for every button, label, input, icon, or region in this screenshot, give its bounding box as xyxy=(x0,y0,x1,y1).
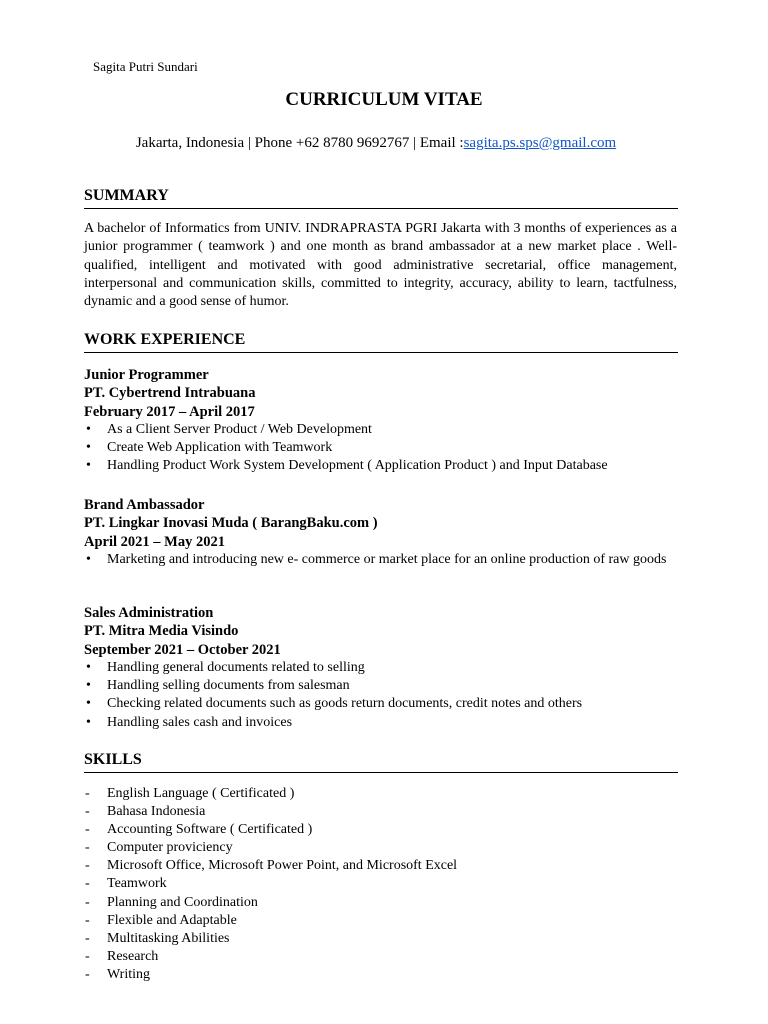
contact-line xyxy=(0,135,752,152)
summary-text: A bachelor of Informatics from UNIV. INDRAPRASTA PGRI Jakarta with 3 months of experiences as a junior programmer ( teamwork ) and one month as brand ambassador at a new market place . Well-qualified, intelligent and motivated with good administrative secretarial, office management, interpersonal and communication skills, committed to integrity, accuracy, ability to learn, tactfulness, dynamic and a good sense of humor. xyxy=(84,221,677,310)
duty-text: Marketing and introducing new e- commerce or market place for an online production of raw goods xyxy=(107,551,667,567)
skills-heading: SKILLS xyxy=(84,751,678,773)
job-entry-2 xyxy=(84,496,678,569)
skill-text: English Language ( Certificated ) xyxy=(107,786,295,801)
bullet-icon: • xyxy=(86,458,91,474)
dash-icon: - xyxy=(85,786,90,801)
dash-icon: - xyxy=(85,930,90,946)
dash-icon: - xyxy=(85,966,90,982)
skill-item xyxy=(84,930,678,948)
duty-item xyxy=(84,439,678,457)
job-entry-3 xyxy=(84,604,678,732)
skill-text: Bahasa Indonesia xyxy=(107,804,206,820)
skill-text: Computer proviciency xyxy=(107,840,233,856)
skill-item xyxy=(84,857,678,875)
duty-text: Create Web Application with Teamwork xyxy=(107,440,333,456)
skill-item xyxy=(84,803,678,821)
skill-text: Research xyxy=(107,948,159,964)
dash-icon: - xyxy=(85,822,90,838)
skill-item xyxy=(84,894,678,912)
bullet-icon: • xyxy=(86,421,91,437)
duty-item xyxy=(84,457,678,475)
bullet-icon: • xyxy=(86,678,91,694)
duty-item xyxy=(84,714,678,732)
dash-icon: - xyxy=(85,948,90,964)
bullet-icon: • xyxy=(86,659,91,675)
email-link[interactable]: sagita.ps.sps@gmail.com xyxy=(463,135,617,151)
skill-item xyxy=(84,948,678,966)
job-position: Sales Administration xyxy=(84,605,214,621)
skill-item xyxy=(84,875,678,893)
dash-icon: - xyxy=(85,858,90,874)
skill-item xyxy=(84,966,678,984)
dash-icon: - xyxy=(85,894,90,910)
job-position: Brand Ambassador xyxy=(84,497,205,513)
bullet-icon: • xyxy=(86,696,91,712)
duty-item xyxy=(84,551,678,569)
header-name: Sagita Putri Sundari xyxy=(93,59,198,74)
skill-item xyxy=(84,821,678,839)
job-position: Junior Programmer xyxy=(84,367,209,383)
skill-text: Flexible and Adaptable xyxy=(107,912,237,928)
job-company: PT. Cybertrend Intrabuana xyxy=(84,385,256,402)
skill-text: Teamwork xyxy=(107,876,167,892)
skill-text: Multitasking Abilities xyxy=(107,930,230,946)
skill-item xyxy=(84,912,678,930)
duty-item xyxy=(84,659,678,677)
skill-item xyxy=(84,785,678,803)
skill-text: Accounting Software ( Certificated ) xyxy=(107,822,313,838)
duty-item xyxy=(84,677,678,695)
dash-icon: - xyxy=(85,876,90,892)
duty-item xyxy=(84,421,678,439)
skill-text: Microsoft Office, Microsoft Power Point, and Microsoft Excel xyxy=(107,858,458,874)
cv-title: CURRICULUM VITAE xyxy=(285,89,483,110)
duty-item xyxy=(84,695,678,713)
duty-text: Handling general documents related to selling xyxy=(107,659,365,675)
skills-block xyxy=(84,785,678,984)
job-company: PT. Lingkar Inovasi Muda ( BarangBaku.com ) xyxy=(84,515,378,532)
job-duties xyxy=(84,551,678,569)
duty-text: Handling selling documents from salesman xyxy=(107,678,350,694)
contact-details: Jakarta, Indonesia | Phone +62 8780 9692767 | Email : xyxy=(135,135,464,151)
summary-heading: SUMMARY xyxy=(84,187,678,209)
duty-text: As a Client Server Product / Web Development xyxy=(107,421,372,437)
skill-text: Planning and Coordination xyxy=(107,894,258,910)
bullet-icon: • xyxy=(86,440,91,456)
skills-list xyxy=(84,785,678,984)
job-duties xyxy=(84,421,678,476)
job-period: February 2017 – April 2017 xyxy=(84,403,255,420)
skill-text: Writing xyxy=(107,966,150,982)
job-entry-1 xyxy=(84,366,678,476)
job-company: PT. Mitra Media Visindo xyxy=(84,623,239,640)
job-period: April 2021 – May 2021 xyxy=(84,533,225,550)
duty-text: Checking related documents such as goods return documents, credit notes and others xyxy=(107,696,583,712)
dash-icon: - xyxy=(85,912,90,928)
job-duties xyxy=(84,659,678,732)
dash-icon: - xyxy=(85,840,90,856)
bullet-icon: • xyxy=(86,551,91,567)
job-period: September 2021 – October 2021 xyxy=(84,641,281,658)
dash-icon: - xyxy=(85,804,90,820)
skill-item xyxy=(84,839,678,857)
duty-text: Handling Product Work System Development ( Application Product ) and Input Database xyxy=(107,458,608,474)
bullet-icon: • xyxy=(86,714,91,730)
work-experience-heading: WORK EXPERIENCE xyxy=(84,331,678,353)
duty-text: Handling sales cash and invoices xyxy=(107,714,293,730)
